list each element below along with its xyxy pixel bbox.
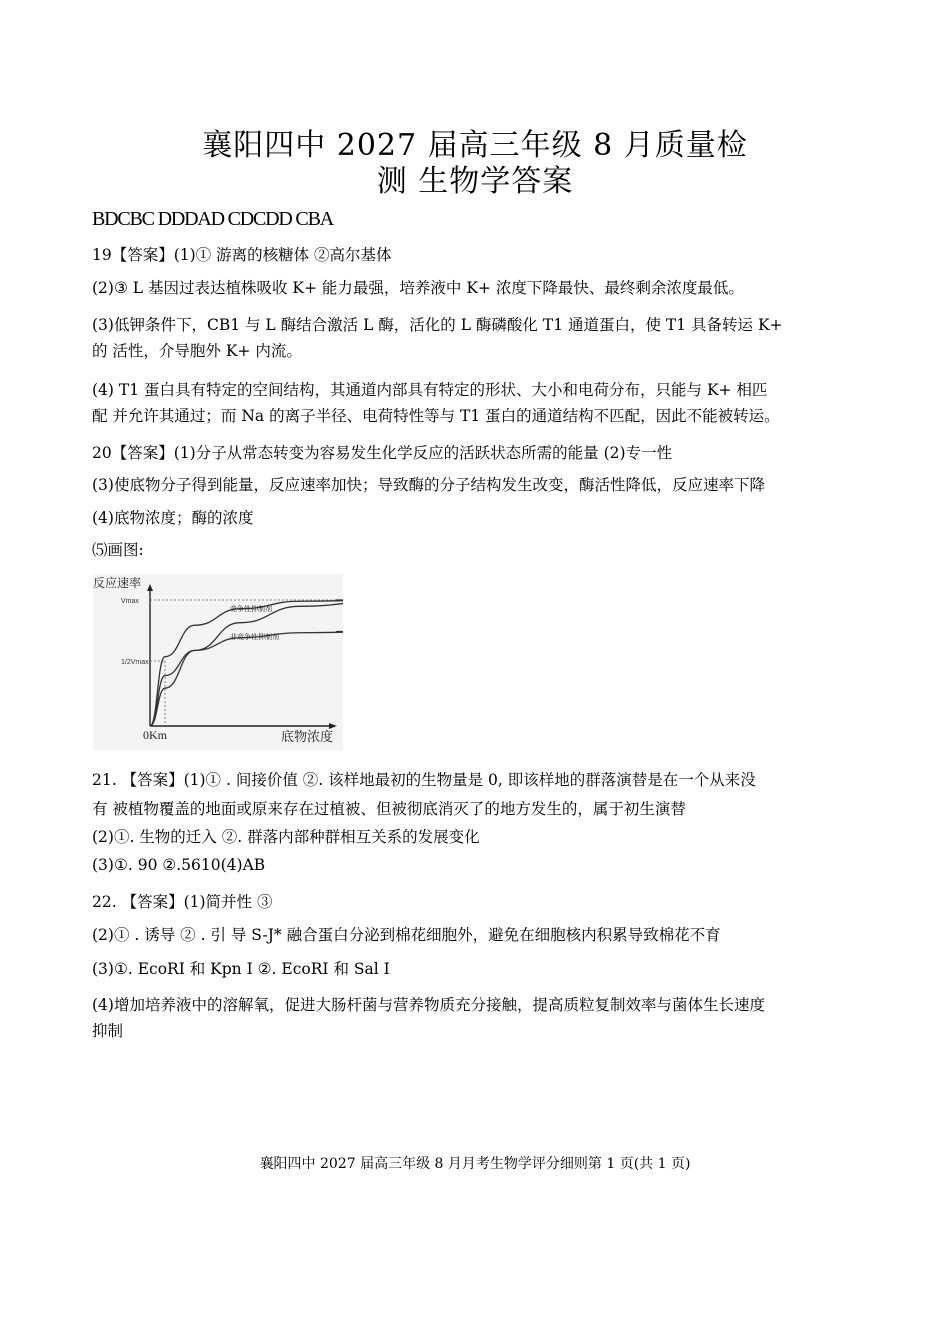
q21-part3: (3)①. 90 ②.5610(4)AB — [92, 856, 266, 874]
y-tick-label: Vmax — [121, 598, 139, 605]
q19-part4-line2: 配 并允许其通过；而 Na 的离子半径、电荷特性等与 T1 蛋白的通道结构不匹配，因此不能被转运。 — [92, 407, 780, 425]
q20-part3: (3)使底物分子得到能量，反应速率加快；导致酶的分子结构发生改变，酶活性降低，反应速率下降 — [92, 476, 765, 494]
q19-part3-line1: (3)低钾条件下，CB1 与 L 酶结合激活 L 酶，活化的 L 酶磷酸化 T1 通道蛋白，使 T1 具备转运 K+ — [92, 316, 783, 334]
q21-part1-line1: 21. 【答案】(1)① . 间接价值 ②. 该样地最初的生物量是 0, 即该样地的群落演替是在一个从来没 — [92, 771, 756, 789]
q21-part2: (2)①. 生物的迁入 ②. 群落内部种群相互关系的发展变化 — [92, 828, 480, 846]
q20-part1: 20【答案】(1)分子从常态转变为容易发生化学反应的活跃状态所需的能量 (2)专一性 — [92, 444, 673, 462]
q19-part3-line2: 的 活性，介导胞外 K+ 内流。 — [92, 342, 302, 360]
q21-part1-line2: 有 被植物覆盖的地面或原来存在过植被、但被彻底消灭了的地方发生的，属于初生演替 — [92, 800, 686, 818]
q20-part5: ⑸画图: — [92, 541, 144, 559]
page-footer: 襄阳四中 2027 届高三年级 8 月月考生物学评分细则第 1 页(共 1 页) — [259, 1156, 691, 1172]
y-tick-label: 1/2Vmax — [121, 659, 149, 666]
page-title-line1: 襄阳四中 2027 届高三年级 8 月质量检 — [202, 128, 748, 163]
q22-part3: (3)①. EcoRI 和 Kpn I ②. EcoRI 和 Sal I — [92, 960, 390, 978]
q19-part2: (2)③ L 基因过表达植株吸收 K+ 能力最强，培养液中 K+ 浓度下降最快、最终剩余浓度最低。 — [92, 279, 744, 297]
y-axis-label: 反应速率 — [93, 576, 142, 590]
origin-km-label: 0Km — [143, 728, 167, 742]
series-label: 非竞争性抑制剂 — [230, 633, 279, 641]
q20-part4: (4)底物浓度；酶的浓度 — [92, 509, 254, 527]
x-axis-label: 底物浓度 — [281, 730, 334, 745]
mc-answers: BDCBC DDDAD CDCDD CBA — [92, 208, 333, 230]
q22-part4-line1: (4)增加培养液中的溶解氧，促进大肠杆菌与营养物质充分接触，提高质粒复制效率与菌体生长速度 — [92, 996, 765, 1014]
page-title-line2: 测 生物学答案 — [376, 164, 574, 199]
q19-part4-line1: (4) T1 蛋白具有特定的空间结构，其通道内部具有特定的形状、大小和电荷分布，只能与 K+ 相匹 — [92, 381, 768, 399]
q22-part2: (2)① . 诱导 ② . 引 导 S-J* 融合蛋白分泌到棉花细胞外，避免在细胞核内积累导致棉花不育 — [92, 926, 721, 944]
q19-part1: 19【答案】(1)① 游离的核糖体 ②高尔基体 — [92, 246, 392, 264]
enzyme-kinetics-chart — [93, 574, 343, 750]
series-label: 竞争性抑制剂 — [230, 605, 272, 613]
q22-part1: 22. 【答案】(1)简并性 ③ — [92, 893, 273, 911]
q22-part4-line2: 抑制 — [92, 1022, 124, 1040]
